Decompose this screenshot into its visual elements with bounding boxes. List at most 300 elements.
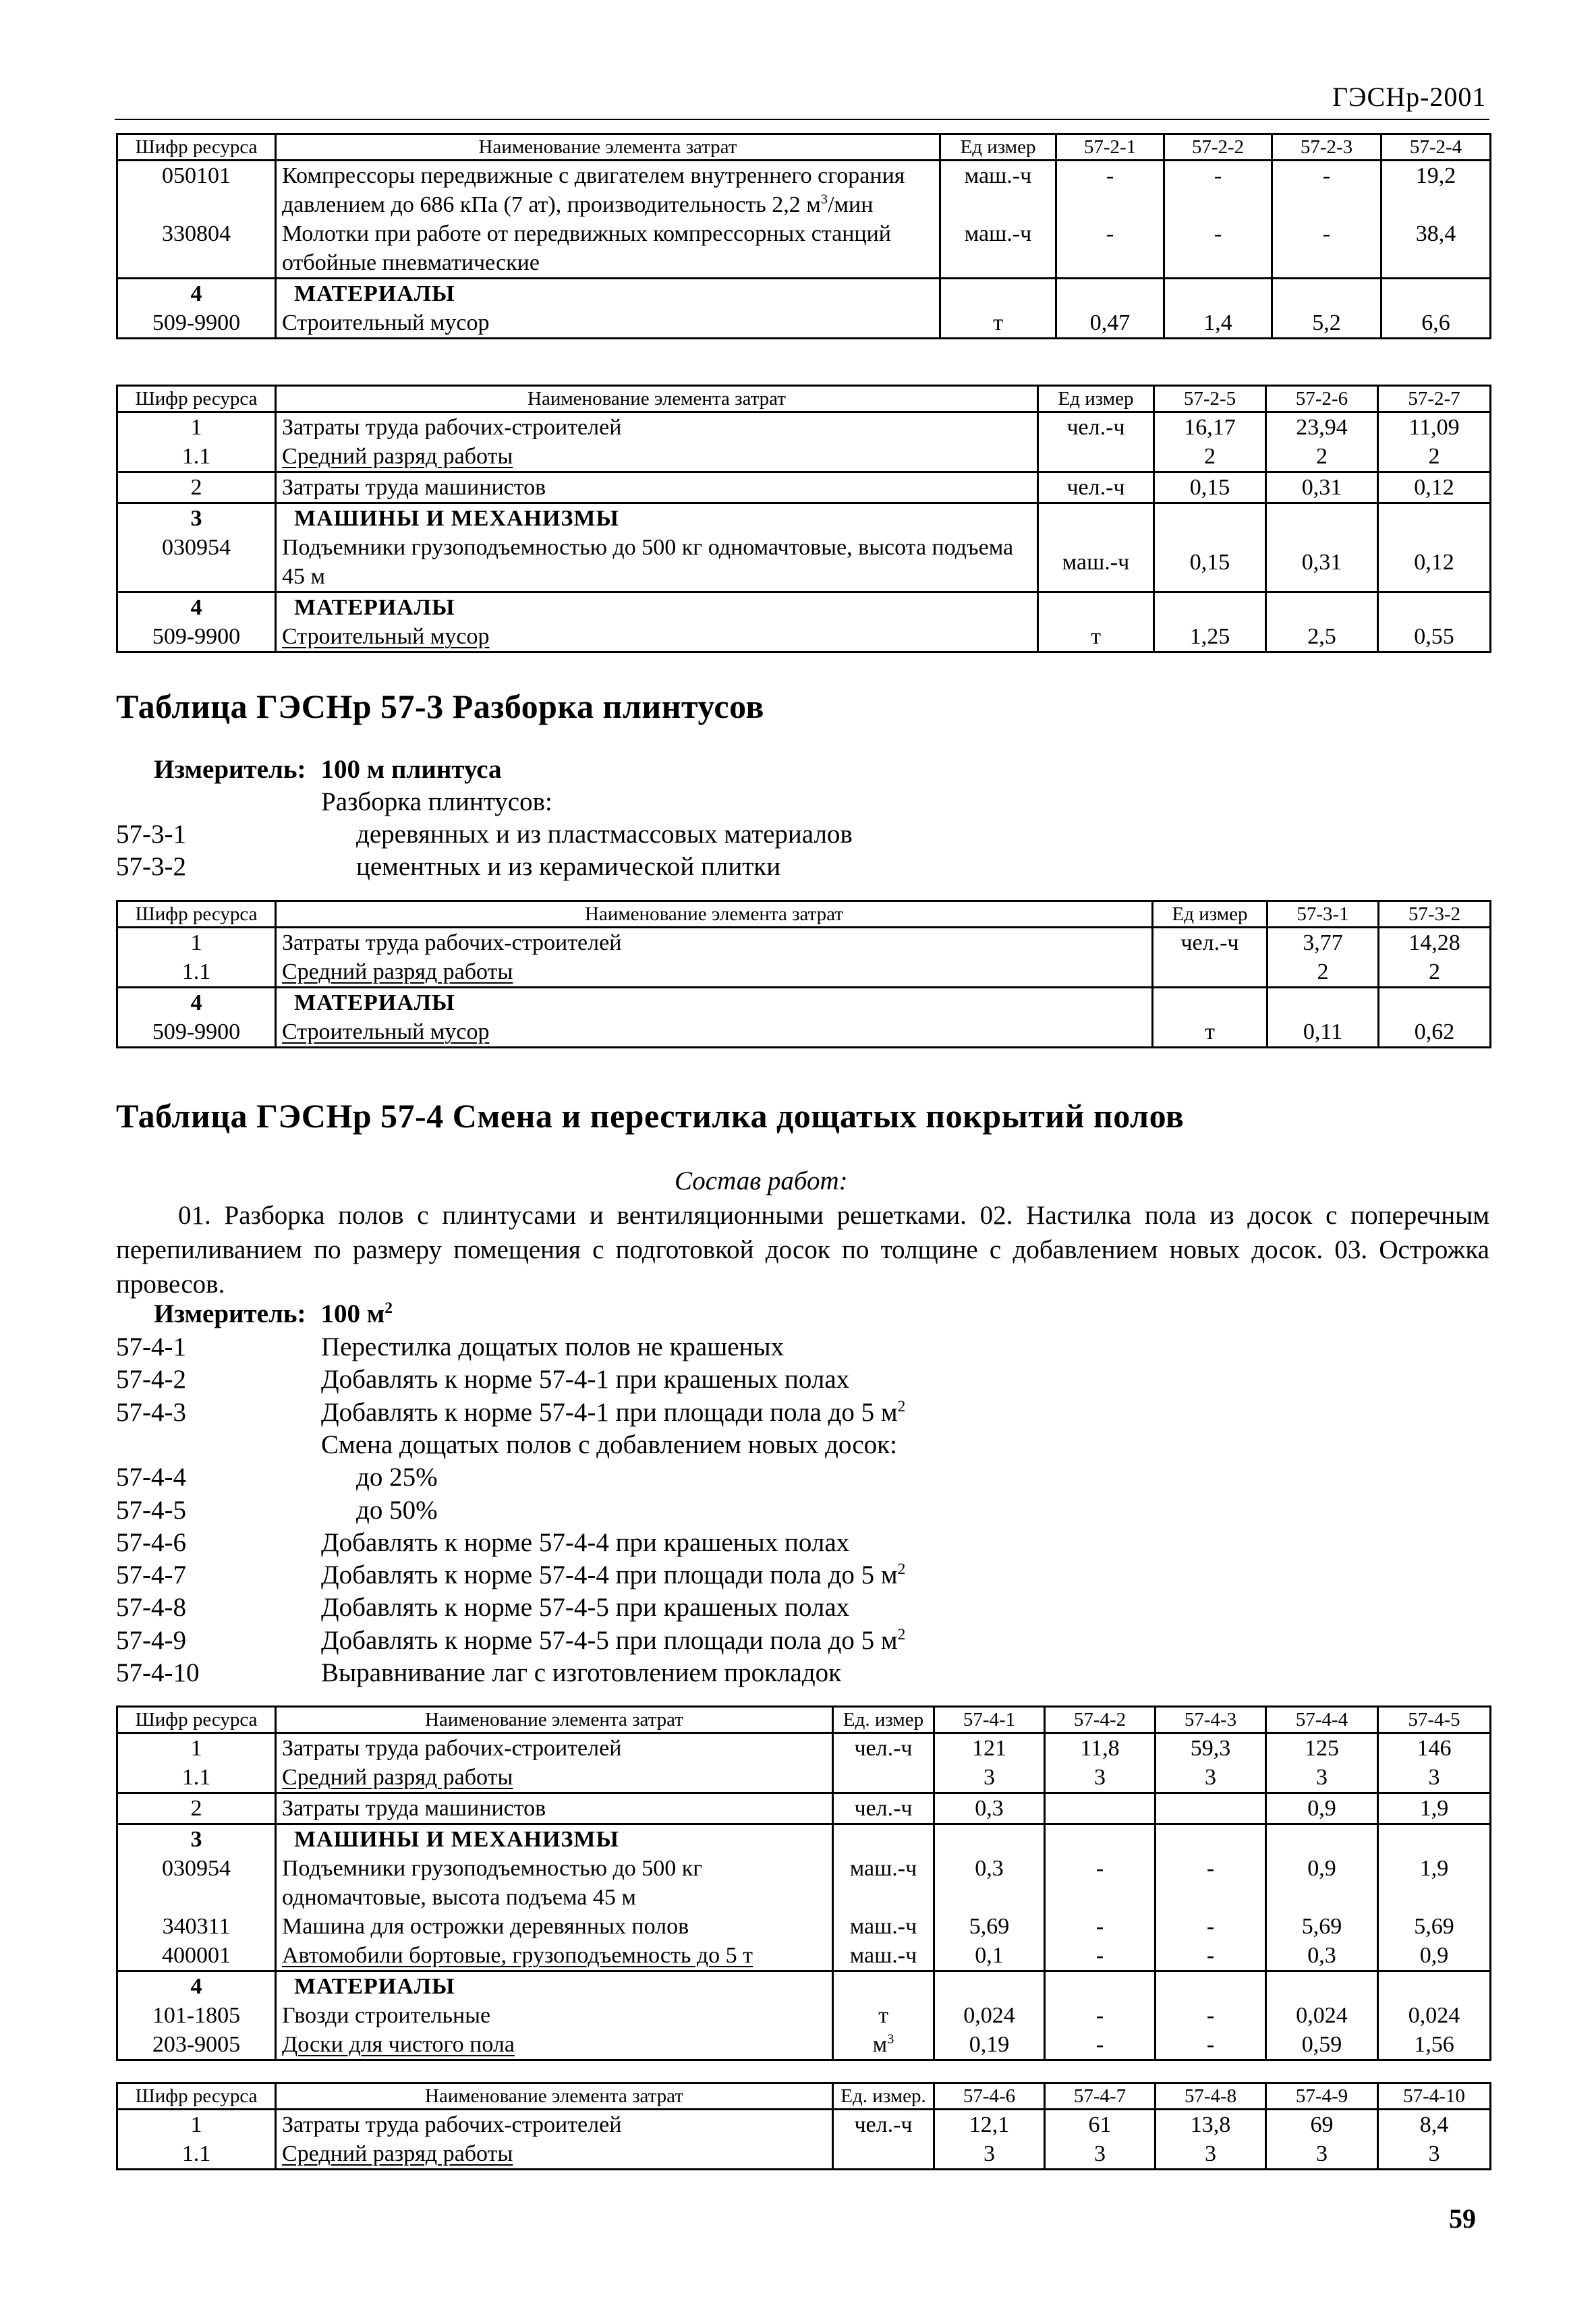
table-header-row [117,2083,1491,2110]
cell-empty [934,1824,1045,1855]
item-desc [321,1658,841,1688]
item-desc [321,1560,905,1590]
cell-empty [1153,988,1267,1018]
cell-name [276,957,1153,988]
cell-code: 101-1805 [117,2001,276,2030]
item-desc [321,1430,897,1460]
cell-value: 1,56 [1378,2030,1491,2060]
col-header-norm: 57-3-2 [1379,901,1491,928]
cell-code: 1.1 [117,957,276,988]
cell-value: 3 [1045,2139,1156,2170]
table-57-2-b [116,385,1491,653]
cell-value: 3 [1378,2139,1491,2170]
section-title-57-4: Таблица ГЭСНр 57-4 Смена и перестилка дощатых покрытий полов [116,1097,1185,1135]
cell-value: 0,9 [1266,1793,1378,1824]
cell-value: 5,2 [1272,308,1381,339]
cell-name: Затраты труда рабочих-строителей [276,2110,833,2140]
header-rule [115,119,1489,120]
cell-value: 1,4 [1164,308,1272,339]
cell-unit: чел.-ч [1038,472,1154,503]
item-desc-text: до 25% [356,1463,438,1492]
cell-code: 3 [117,503,276,534]
cell-code: 1 [117,412,276,443]
cell-empty [1378,592,1491,623]
col-header-unit: Ед. измер. [833,2083,934,2110]
col-header-norm: 57-2-3 [1272,134,1381,161]
superscript: 2 [897,1560,906,1578]
section-row [117,503,1491,534]
cell-unit [833,1793,934,1824]
cell-value: 0,11 [1267,1017,1379,1048]
cell-value: 0,15 [1154,472,1266,503]
cell-code: 030954 [117,1854,276,1912]
cell-value: 1,9 [1378,1793,1491,1824]
cell-value: 3,77 [1267,928,1379,958]
superscript: 2 [384,1299,393,1317]
cell-unit: т [940,308,1056,339]
col-header-norm: 57-2-2 [1164,134,1272,161]
item-desc-text: Добавлять к норме 57-4-4 при площади пола до 5 м [321,1560,898,1589]
subtitle: Разборка плинтусов: [321,787,552,816]
cell-name [276,1017,1153,1048]
cell-code: 030954 [117,533,276,592]
table-57-2-a [116,133,1491,339]
cell-unit-text: маш.-ч [849,1914,917,1939]
cell-value: 38,4 [1381,219,1491,279]
col-header-name: Наименование элемента затрат [276,134,940,161]
section-heading: МАТЕРИАЛЫ [276,1971,833,2002]
item-desc-text: Перестилка дощатых полов не крашеных [321,1332,785,1361]
table-57-4-a-body [117,1733,1491,2060]
table-57-4-b [116,2082,1491,2170]
cell-name-text: Машина для острожки деревянных полов [282,1914,689,1939]
cell-name: Подъемники грузоподъемностью до 500 кг одномачтовые, высота подъема 45 м [276,533,1038,592]
cell-value: - [1164,161,1272,220]
table-row [117,219,1491,279]
cell-name [276,2139,833,2170]
table-row [117,1912,1491,1941]
cell-code: 340311 [117,1912,276,1941]
meter-label: Измеритель: [154,1299,306,1328]
col-header-norm: 57-4-5 [1378,1707,1491,1733]
cell-empty [1267,988,1379,1018]
cell-value: 2 [1266,442,1378,472]
cell-code: 2 [117,472,276,503]
cell-code: 1.1 [117,2139,276,2170]
cell-code: 509-9900 [117,1017,276,1048]
cell-code: 1 [117,2110,276,2140]
col-header-norm: 57-4-1 [934,1707,1045,1733]
item-code: 57-4-10 [116,1658,200,1687]
item-desc [321,1592,849,1623]
col-header-norm: 57-2-4 [1381,134,1491,161]
cell-code: 4 [117,988,276,1018]
cell-name: Затраты труда рабочих-строителей [276,412,1038,443]
cell-value: 2 [1267,957,1379,988]
item-desc [321,1397,905,1428]
cell-value: 19,2 [1381,161,1491,220]
cell-unit [833,2001,934,2030]
col-header-unit: Ед. измер [833,1707,934,1733]
cell-name-text: Строительный мусор [282,1019,490,1044]
cell-name: Молотки при работе от передвижных компрессорных станций отбойные пневматические [276,219,940,279]
cell-name: Затраты труда машинистов [276,472,1038,503]
cell-empty [1045,1824,1156,1855]
meter-value: 100 м плинтуса [320,755,502,784]
table-row [117,2139,1491,2170]
cell-unit: т [1153,1017,1267,1048]
cell-value: 59,3 [1156,1733,1266,1764]
cell-empty [1156,1971,1266,2002]
cell-value: 1,25 [1154,622,1266,652]
cell-code: 1.1 [117,1763,276,1793]
cell-unit [833,2139,934,2170]
cell-value: 121 [934,1733,1045,1764]
cell-name-text: Подъемники грузоподъемностью до 500 кг одномачтовые, высота подъема 45 м [282,1856,703,1910]
cell-name [276,442,1038,472]
cell-name-text: Средний разряд работы [282,959,513,984]
cell-empty [1164,279,1272,309]
col-header-code: Шифр ресурса [117,1707,276,1733]
cell-unit-text: м [872,2032,888,2057]
cell-value: 3 [934,2139,1045,2170]
col-header-norm: 57-3-1 [1267,901,1379,928]
section-heading: МАТЕРИАЛЫ [276,279,940,309]
col-header-name: Наименование элемента затрат [276,2083,833,2110]
cell-value: 11,8 [1045,1733,1156,1764]
col-header-unit: Ед измер [1038,386,1154,412]
col-header-norm: 57-4-10 [1378,2083,1491,2110]
cell-code: 2 [117,1793,276,1824]
cell-value: 0,31 [1266,533,1378,592]
item-desc-text: Добавлять к норме 57-4-1 при крашеных полах [321,1365,850,1394]
cell-value: 61 [1045,2110,1156,2140]
cell-unit [833,1763,934,1793]
table-row [117,308,1491,339]
cell-value: 0,31 [1266,472,1378,503]
section-row [117,988,1491,1018]
section-row [117,1824,1491,1855]
item-desc [321,1527,849,1558]
cell-value: 6,6 [1381,308,1491,339]
cell-unit [833,1912,934,1941]
item-desc [321,1332,784,1362]
item-desc-text: до 50% [356,1496,438,1525]
cell-value: 3 [1266,1763,1378,1793]
col-header-norm: 57-4-2 [1045,1707,1156,1733]
cell-value: 3 [1378,1763,1491,1793]
cell-empty [940,279,1056,309]
cell-value: 0,19 [934,2030,1045,2060]
cell-name [276,1763,833,1793]
cell-code: 1 [117,928,276,958]
sostav-label: Состав работ: [675,1166,848,1195]
cell-name [276,1941,833,1971]
cell-value: - [1164,219,1272,279]
cell-name [276,2001,833,2030]
cell-name-text: Средний разряд работы [282,1765,513,1790]
cell-empty [1045,1971,1156,2002]
cell-value: - [1045,1854,1156,1912]
cell-value: - [1056,219,1164,279]
cell-empty [1038,592,1154,623]
cell-unit-text: т [878,2003,888,2028]
item-code: 57-4-2 [116,1365,186,1394]
cell-empty [833,1824,934,1855]
cell-name [276,1912,833,1941]
cell-value: - [1156,1912,1266,1941]
table-row [117,928,1491,958]
cell-empty [1378,1971,1491,2002]
section-title-57-3: Таблица ГЭСНр 57-3 Разборка плинтусов [116,687,764,725]
superscript: 2 [897,1626,906,1643]
cell-name [276,1793,833,1824]
table-row [117,1854,1491,1912]
doc-code-header: ГЭСНр-2001 [1332,82,1487,112]
item-code: 57-4-8 [116,1593,186,1622]
cell-code: 1.1 [117,442,276,472]
cell-value: - [1272,161,1381,220]
col-header-norm: 57-4-9 [1266,2083,1378,2110]
col-header-norm: 57-4-3 [1156,1707,1266,1733]
cell-value: - [1156,2030,1266,2060]
cell-name-text: Затраты труда рабочих-строителей [282,1736,622,1761]
cell-value: 2 [1378,442,1491,472]
cell-value: 3 [1156,2139,1266,2170]
cell-value: 23,94 [1266,412,1378,443]
cell-value: - [1045,2030,1156,2060]
col-header-name: Наименование элемента затрат [276,386,1038,412]
table-header-row [117,134,1491,161]
col-header-code: Шифр ресурса [117,134,276,161]
item-desc-text: Добавлять к норме 57-4-5 при площади пола до 5 м [321,1626,898,1655]
col-header-code: Шифр ресурса [117,386,276,412]
section-heading: МАТЕРИАЛЫ [276,988,1153,1018]
item-code: 57-4-7 [116,1560,186,1589]
table-row [117,2001,1491,2030]
cell-empty [1266,503,1378,534]
col-header-norm: 57-2-7 [1378,386,1491,412]
cell-value: 5,69 [934,1912,1045,1941]
table-row [117,957,1491,988]
cell-empty [934,1971,1045,2002]
cell-name-text: Автомобили бортовые, грузоподъемность до 5 т [282,1943,753,1968]
cell-value: - [1045,1941,1156,1971]
item-desc [356,1462,438,1492]
col-header-name: Наименование элемента затрат [276,1707,833,1733]
cell-value: 0,59 [1266,2030,1378,2060]
table-row [117,1941,1491,1971]
cell-unit [1038,442,1154,472]
cell-value: 12,1 [934,2110,1045,2140]
cell-value: - [1045,2001,1156,2030]
col-header-code: Шифр ресурса [117,901,276,928]
cell-value: - [1156,1941,1266,1971]
cell-unit [833,1854,934,1912]
table-row [117,472,1491,503]
cell-value: 3 [1045,1763,1156,1793]
table-row [117,622,1491,652]
cell-name: Строительный мусор [276,308,940,339]
table-57-3 [116,900,1491,1048]
cell-value: - [1156,2001,1266,2030]
cell-value: 0,1 [934,1941,1045,1971]
col-header-norm: 57-4-7 [1045,2083,1156,2110]
cell-name-text: Доски для чистого пола [282,2032,515,2057]
cell-value: 11,09 [1378,412,1491,443]
cell-value: 0,024 [1378,2001,1491,2030]
cell-name [276,161,940,220]
cell-name-text: Компрессоры передвижные с двигателем внутреннего сгорания давлением до 686 кПа (7 ат), производительность 2,2 м [282,163,905,217]
table-header-row [117,1707,1491,1733]
cell-value: 2 [1154,442,1266,472]
cell-name [276,622,1038,652]
item-code: 57-3-1 [116,820,186,849]
item-desc [321,1625,905,1656]
table-row [117,2110,1491,2140]
cell-name-text: Средний разряд работы [282,444,513,469]
table-header-row [117,901,1491,928]
cell-code: 3 [117,1824,276,1855]
cell-value: 0,12 [1378,472,1491,503]
item-code: 57-4-6 [116,1528,186,1557]
table-row [117,1793,1491,1824]
cell-unit: чел.-ч [1038,412,1154,443]
meter-line [154,754,502,785]
cell-value: 0,3 [934,1854,1045,1912]
cell-code: 050101 [117,161,276,220]
cell-value: - [1156,1854,1266,1912]
item-desc-text: Добавлять к норме 57-4-4 при крашеных полах [321,1528,850,1557]
cell-value: - [1056,161,1164,220]
cell-unit-text: маш.-ч [849,1856,917,1881]
item-desc-text: Добавлять к норме 57-4-5 при крашеных полах [321,1593,850,1622]
cell-value: 0,024 [934,2001,1045,2030]
table-row [117,533,1491,592]
cell-value: 3 [934,1763,1045,1793]
cell-code: 509-9900 [117,622,276,652]
cell-name-tail: /мин [828,192,874,217]
cell-name-text: Гвозди строительные [282,2003,491,2028]
section-row [117,1971,1491,2002]
cell-unit [833,1941,934,1971]
cell-unit: т [1038,622,1154,652]
cell-unit [1153,957,1267,988]
cell-empty [1154,503,1266,534]
cell-empty [1156,1824,1266,1855]
cell-empty [1266,1824,1378,1855]
section-heading: МАТЕРИАЛЫ [276,592,1038,623]
cell-value: 13,8 [1156,2110,1266,2140]
cell-empty [1266,592,1378,623]
cell-code: 330804 [117,219,276,279]
cell-name-text: Затраты труда машинистов [282,1796,546,1821]
cell-value: 69 [1266,2110,1378,2140]
table-57-4-a [116,1705,1491,2061]
cell-empty [1381,279,1491,309]
superscript: 3 [820,192,828,207]
cell-empty [833,1971,934,2002]
cell-value: 1,9 [1378,1854,1491,1912]
cell-value: 2 [1379,957,1491,988]
cell-name: Затраты труда рабочих-строителей [276,928,1153,958]
item-desc-text: Выравнивание лаг с изготовлением прокладок [321,1658,842,1687]
cell-value: 14,28 [1379,928,1491,958]
col-header-norm: 57-2-1 [1056,134,1164,161]
col-header-norm: 57-4-8 [1156,2083,1266,2110]
cell-empty [1154,592,1266,623]
table-row [117,1763,1491,1793]
cell-unit [833,1733,934,1764]
superscript: 2 [897,1398,906,1415]
cell-value: - [1272,219,1381,279]
cell-value: - [1045,1912,1156,1941]
cell-empty [1266,1971,1378,2002]
item-code: 57-3-2 [116,852,186,881]
cell-unit-text: чел.-ч [854,1796,913,1821]
cell-unit-text: маш.-ч [849,1943,917,1968]
cell-value: 0,3 [1266,1941,1378,1971]
section-row [117,592,1491,623]
page-number: 59 [1449,2203,1476,2234]
cell-empty [1056,279,1164,309]
item-code: 57-4-5 [116,1496,186,1525]
cell-empty [1038,503,1154,534]
meter-value: 100 м [320,1299,385,1328]
item-desc [356,1495,438,1525]
cell-code: 1 [117,1733,276,1764]
table-header-row [117,386,1491,412]
item-code: 57-4-9 [116,1626,186,1655]
cell-empty [1378,503,1491,534]
table-row [117,412,1491,443]
col-header-norm: 57-2-6 [1266,386,1378,412]
cell-value: 0,12 [1378,533,1491,592]
cell-value: 0,47 [1056,308,1164,339]
section-heading: МАШИНЫ И МЕХАНИЗМЫ [276,503,1038,534]
col-header-name: Наименование элемента затрат [276,901,1153,928]
superscript: 3 [887,2031,894,2047]
cell-value: 8,4 [1378,2110,1491,2140]
cell-code: 509-9900 [117,308,276,339]
item-desc [321,1364,849,1394]
cell-unit: маш.-ч [940,161,1056,220]
cell-value: 125 [1266,1733,1378,1764]
table-row [117,442,1491,472]
cell-value [1156,1793,1266,1824]
meter-label: Измеритель: [154,755,306,784]
cell-empty [1379,988,1491,1018]
col-header-unit: Ед измер [1153,901,1267,928]
cell-code: 400001 [117,1941,276,1971]
table-row [117,2030,1491,2060]
cell-value: 146 [1378,1733,1491,1764]
col-header-norm: 57-2-5 [1154,386,1266,412]
cell-code: 4 [117,592,276,623]
col-header-norm: 57-4-4 [1266,1707,1378,1733]
cell-value: 0,9 [1266,1854,1378,1912]
cell-code: 4 [117,279,276,309]
meter-line [154,1299,393,1329]
cell-value: 3 [1156,1763,1266,1793]
cell-value: 0,62 [1379,1017,1491,1048]
section-row [117,279,1491,309]
cell-empty [1378,1824,1491,1855]
col-header-code: Шифр ресурса [117,2083,276,2110]
cell-name [276,1733,833,1764]
cell-name [276,2030,833,2060]
cell-value: 5,69 [1266,1912,1378,1941]
